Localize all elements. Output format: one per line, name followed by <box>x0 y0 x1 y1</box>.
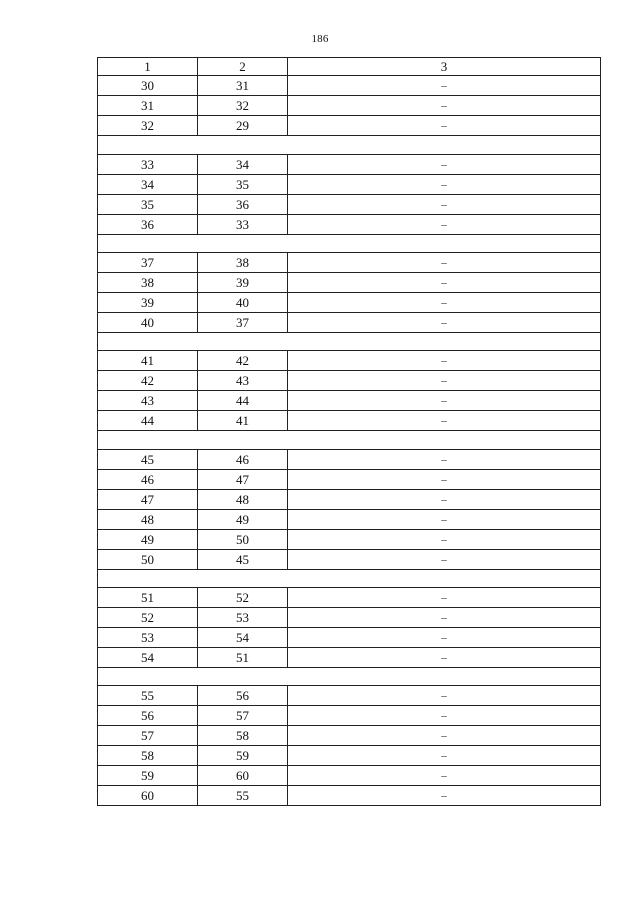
dash-mark: – <box>441 750 447 763</box>
table-cell-col-3 <box>288 509 601 529</box>
table-cell-col-1: 43 <box>98 391 198 411</box>
table-cell-col-3 <box>288 411 601 431</box>
table-cell-col-2: 54 <box>198 628 288 648</box>
table-cell-col-1: 60 <box>98 786 198 806</box>
table-cell-col-3 <box>288 648 601 668</box>
table-cell-col-2: 48 <box>198 489 288 509</box>
table-cell-col-2: 59 <box>198 746 288 766</box>
table-row <box>98 588 601 608</box>
table-cell-col-3 <box>288 449 601 469</box>
table-row <box>98 628 601 648</box>
table-cell-col-1: 45 <box>98 449 198 469</box>
table-cell-col-2: 46 <box>198 449 288 469</box>
separator-cell <box>98 569 601 587</box>
table-row <box>98 746 601 766</box>
dash-mark: – <box>441 355 447 368</box>
table-cell-col-1: 58 <box>98 746 198 766</box>
table-cell-col-3 <box>288 194 601 214</box>
table-cell-col-3 <box>288 686 601 706</box>
table-cell-col-3 <box>288 174 601 194</box>
table-row <box>98 509 601 529</box>
group-separator-row <box>98 668 601 686</box>
group-separator-row <box>98 234 601 252</box>
dash-mark: – <box>441 730 447 743</box>
table-cell-col-2: 40 <box>198 293 288 313</box>
dash-mark: – <box>441 493 447 506</box>
table-row <box>98 489 601 509</box>
table-row <box>98 96 601 116</box>
dash-mark: – <box>441 257 447 270</box>
dash-mark: – <box>441 790 447 803</box>
table-row <box>98 549 601 569</box>
table-cell-col-1: 55 <box>98 686 198 706</box>
table-cell-col-1: 37 <box>98 253 198 273</box>
dash-mark: – <box>441 612 447 625</box>
dash-mark: – <box>441 690 447 703</box>
table-cell-col-2: 35 <box>198 174 288 194</box>
separator-cell <box>98 234 601 252</box>
table-row <box>98 726 601 746</box>
separator-cell <box>98 431 601 449</box>
dash-mark: – <box>441 710 447 723</box>
dash-mark: – <box>441 100 447 113</box>
dash-mark: – <box>441 80 447 93</box>
separator-cell <box>98 333 601 351</box>
table-cell-col-2: 37 <box>198 313 288 333</box>
table-cell-col-3 <box>288 253 601 273</box>
separator-cell <box>98 136 601 154</box>
table-cell-col-3 <box>288 116 601 136</box>
table-row <box>98 469 601 489</box>
table-row <box>98 608 601 628</box>
table-cell-col-3 <box>288 706 601 726</box>
table-cell-col-3 <box>288 588 601 608</box>
table-cell-col-2: 43 <box>198 371 288 391</box>
table-cell-col-1: 31 <box>98 96 198 116</box>
header-cell-3: 3 <box>288 58 601 76</box>
table-cell-col-3 <box>288 529 601 549</box>
table-cell-col-3 <box>288 489 601 509</box>
table-row <box>98 194 601 214</box>
dash-mark: – <box>441 770 447 783</box>
table-cell-col-1: 42 <box>98 371 198 391</box>
table-row <box>98 273 601 293</box>
table-cell-col-1: 36 <box>98 214 198 234</box>
table-cell-col-1: 46 <box>98 469 198 489</box>
data-table <box>97 57 601 806</box>
table-cell-col-3 <box>288 786 601 806</box>
dash-mark: – <box>441 592 447 605</box>
table-row <box>98 214 601 234</box>
table-cell-col-1: 53 <box>98 628 198 648</box>
table-cell-col-2: 49 <box>198 509 288 529</box>
dash-mark: – <box>441 158 447 171</box>
table-cell-col-3 <box>288 549 601 569</box>
dash-mark: – <box>441 395 447 408</box>
table-row <box>98 76 601 96</box>
table-cell-col-2: 42 <box>198 351 288 371</box>
table-cell-col-3 <box>288 469 601 489</box>
table-cell-col-3 <box>288 273 601 293</box>
table-row <box>98 313 601 333</box>
table-row <box>98 706 601 726</box>
table-row <box>98 529 601 549</box>
table-cell-col-3 <box>288 214 601 234</box>
table-row <box>98 648 601 668</box>
dash-mark: – <box>441 415 447 428</box>
dash-mark: – <box>441 533 447 546</box>
table-cell-col-1: 35 <box>98 194 198 214</box>
table-cell-col-2: 44 <box>198 391 288 411</box>
table-cell-col-2: 52 <box>198 588 288 608</box>
dash-mark: – <box>441 218 447 231</box>
dash-mark: – <box>441 553 447 566</box>
table-cell-col-2: 53 <box>198 608 288 628</box>
table-row <box>98 766 601 786</box>
page-number: 186 <box>311 33 329 45</box>
table-cell-col-1: 49 <box>98 529 198 549</box>
table-row <box>98 449 601 469</box>
table-cell-col-3 <box>288 746 601 766</box>
table-cell-col-1: 59 <box>98 766 198 786</box>
table-body <box>98 58 601 806</box>
table-cell-col-3 <box>288 766 601 786</box>
table-cell-col-1: 47 <box>98 489 198 509</box>
dash-mark: – <box>441 632 447 645</box>
dash-mark: – <box>441 120 447 133</box>
table-cell-col-2: 47 <box>198 469 288 489</box>
table-row <box>98 116 601 136</box>
table-cell-col-2: 31 <box>198 76 288 96</box>
dash-mark: – <box>441 277 447 290</box>
table-cell-col-3 <box>288 76 601 96</box>
table-row <box>98 371 601 391</box>
table-cell-col-2: 45 <box>198 549 288 569</box>
table-cell-col-2: 60 <box>198 766 288 786</box>
table-cell-col-2: 39 <box>198 273 288 293</box>
table-cell-col-3 <box>288 154 601 174</box>
group-separator-row <box>98 333 601 351</box>
table-cell-col-3 <box>288 96 601 116</box>
table-cell-col-2: 34 <box>198 154 288 174</box>
table-cell-col-1: 56 <box>98 706 198 726</box>
table-cell-col-1: 41 <box>98 351 198 371</box>
table-cell-col-3 <box>288 628 601 648</box>
table-cell-col-3 <box>288 351 601 371</box>
group-separator-row <box>98 136 601 154</box>
group-separator-row <box>98 569 601 587</box>
table-cell-col-3 <box>288 608 601 628</box>
table-cell-col-2: 58 <box>198 726 288 746</box>
table-row <box>98 174 601 194</box>
table-cell-col-1: 32 <box>98 116 198 136</box>
table-cell-col-2: 38 <box>198 253 288 273</box>
dash-mark: – <box>441 297 447 310</box>
table-cell-col-2: 56 <box>198 686 288 706</box>
table-row <box>98 411 601 431</box>
table-cell-col-3 <box>288 313 601 333</box>
table-cell-col-3 <box>288 371 601 391</box>
table-cell-col-3 <box>288 726 601 746</box>
header-cell-2: 2 <box>198 58 288 76</box>
table-cell-col-2: 41 <box>198 411 288 431</box>
table-row <box>98 391 601 411</box>
header-cell-1: 1 <box>98 58 198 76</box>
dash-mark: – <box>441 198 447 211</box>
dash-mark: – <box>441 513 447 526</box>
separator-cell <box>98 668 601 686</box>
dash-mark: – <box>441 317 447 330</box>
table-row <box>98 253 601 273</box>
table-cell-col-1: 52 <box>98 608 198 628</box>
dash-mark: – <box>441 375 447 388</box>
table-row <box>98 154 601 174</box>
table-cell-col-2: 51 <box>198 648 288 668</box>
dash-mark: – <box>441 652 447 665</box>
table-cell-col-1: 34 <box>98 174 198 194</box>
table-cell-col-2: 36 <box>198 194 288 214</box>
table-row <box>98 351 601 371</box>
table-cell-col-2: 57 <box>198 706 288 726</box>
table-cell-col-1: 33 <box>98 154 198 174</box>
table-cell-col-1: 40 <box>98 313 198 333</box>
table-cell-col-1: 39 <box>98 293 198 313</box>
table-cell-col-2: 33 <box>198 214 288 234</box>
table-cell-col-1: 57 <box>98 726 198 746</box>
table-cell-col-3 <box>288 293 601 313</box>
table-cell-col-2: 29 <box>198 116 288 136</box>
table-cell-col-2: 50 <box>198 529 288 549</box>
table-cell-col-1: 54 <box>98 648 198 668</box>
table-cell-col-1: 38 <box>98 273 198 293</box>
group-separator-row <box>98 431 601 449</box>
table-cell-col-2: 55 <box>198 786 288 806</box>
table-row <box>98 786 601 806</box>
table-row <box>98 686 601 706</box>
table-cell-col-2: 32 <box>198 96 288 116</box>
table-cell-col-3 <box>288 391 601 411</box>
table-header-row <box>98 58 601 76</box>
dash-mark: – <box>441 473 447 486</box>
table-cell-col-1: 48 <box>98 509 198 529</box>
table-cell-col-1: 44 <box>98 411 198 431</box>
dash-mark: – <box>441 453 447 466</box>
dash-mark: – <box>441 178 447 191</box>
table-cell-col-1: 51 <box>98 588 198 608</box>
table-row <box>98 293 601 313</box>
table-cell-col-1: 30 <box>98 76 198 96</box>
table-cell-col-1: 50 <box>98 549 198 569</box>
